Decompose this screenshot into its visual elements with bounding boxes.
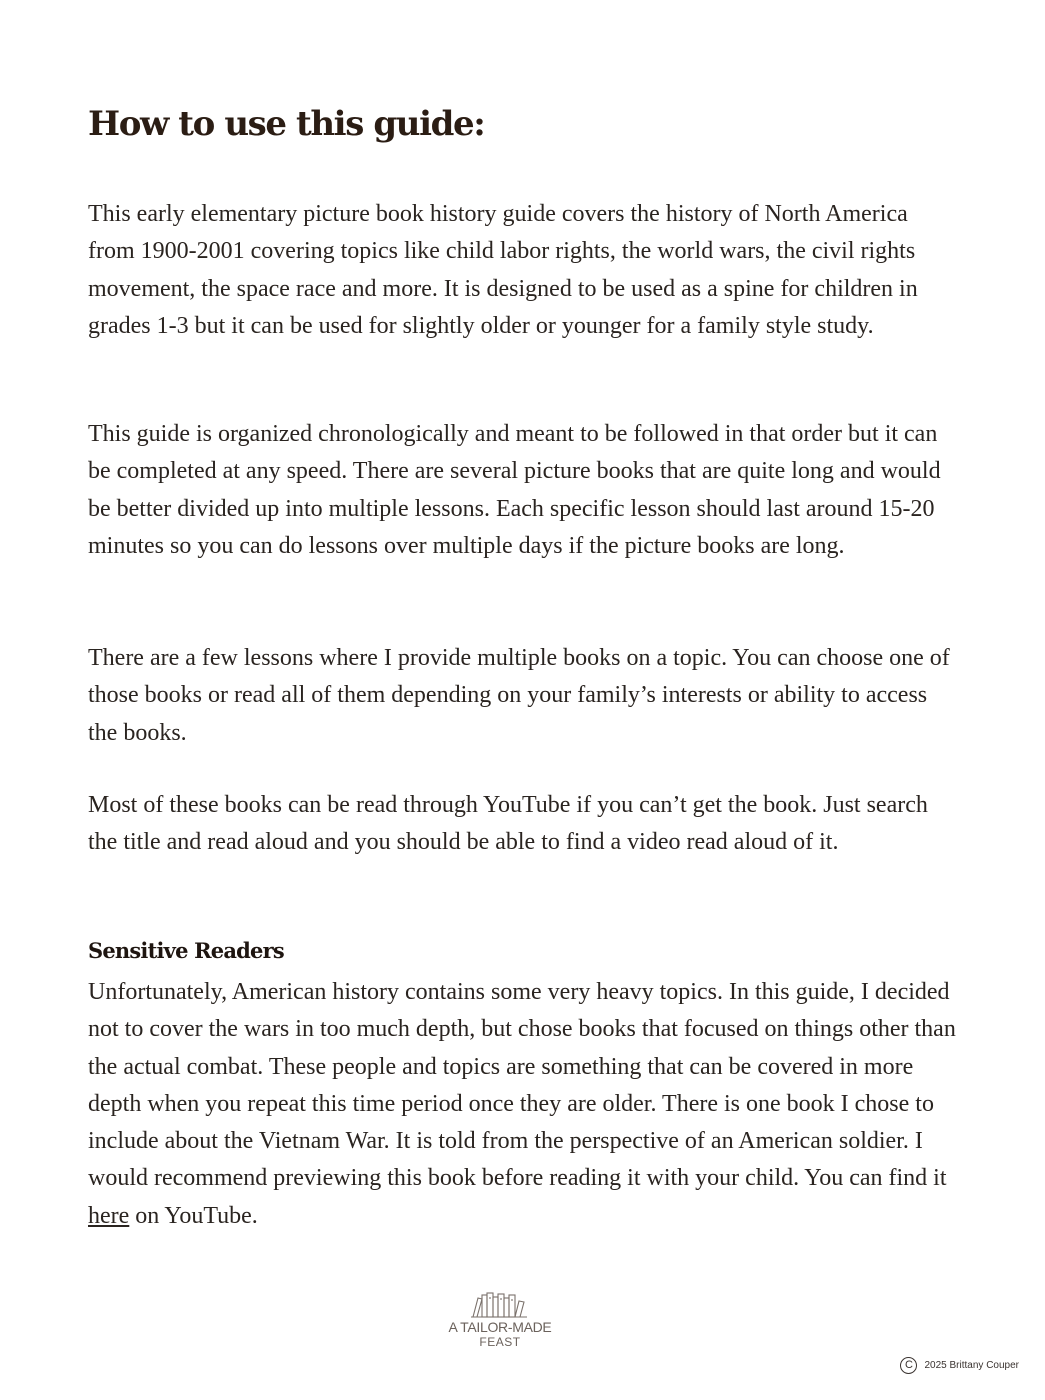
- logo-line2: FEAST: [479, 1335, 521, 1349]
- books-icon: [469, 1290, 531, 1318]
- organization-paragraph: This guide is organized chronologically and meant to be followed in that order but it can be completed at any speed. There are several picture books that are quite long and would be better divided up into multiple lessons. Each specific lesson should last around 15-20 minutes so you can do lessons over multiple days if the picture books are long.: [88, 421, 941, 559]
- sensitive-text-after: on YouTube.: [129, 1202, 258, 1229]
- page-title: How to use this guide:: [88, 104, 485, 144]
- copyright-footer: [900, 1357, 1019, 1374]
- sensitive-readers-heading: Sensitive Readers: [88, 938, 284, 963]
- logo-line1: A TAILOR-MADE: [448, 1319, 552, 1335]
- multiple-books-paragraph: There are a few lessons where I provide multiple books on a topic. You can choose one of those books or read all of them depending on your family’s interests or ability to access the books.: [88, 645, 950, 746]
- youtube-here-link[interactable]: here: [88, 1202, 130, 1229]
- sensitive-text-before: Unfortunately, American history contains some very heavy topics. In this guide, I decided not to cover the wars in too much depth, but chose books that focused on things other than the actual combat. These people and topics are something that can be covered in more depth when you repeat this time period once they are older. There is one book I chose to include about the Vietnam War. It is told from the perspective of an American soldier. I would recommend previewing this book before reading it with your child. You can find it: [88, 979, 956, 1192]
- brand-logo: [430, 1290, 570, 1349]
- sensitive-readers-paragraph: [88, 974, 958, 1235]
- intro-paragraph: This early elementary picture book history guide covers the history of North America from 1900-2001 covering topics like child labor rights, the world wars, the civil rights movement, the space race and more. It is designed to be used as a spine for children in grades 1-3 but it can be used for slightly older or younger for a family style study.: [88, 201, 918, 339]
- copyright-text: 2025 Brittany Couper: [924, 1360, 1019, 1371]
- youtube-paragraph: Most of these books can be read through YouTube if you can’t get the book. Just search the title and read aloud and you should be able to find a video read aloud of it.: [88, 792, 928, 856]
- copyright-icon: C: [900, 1357, 917, 1374]
